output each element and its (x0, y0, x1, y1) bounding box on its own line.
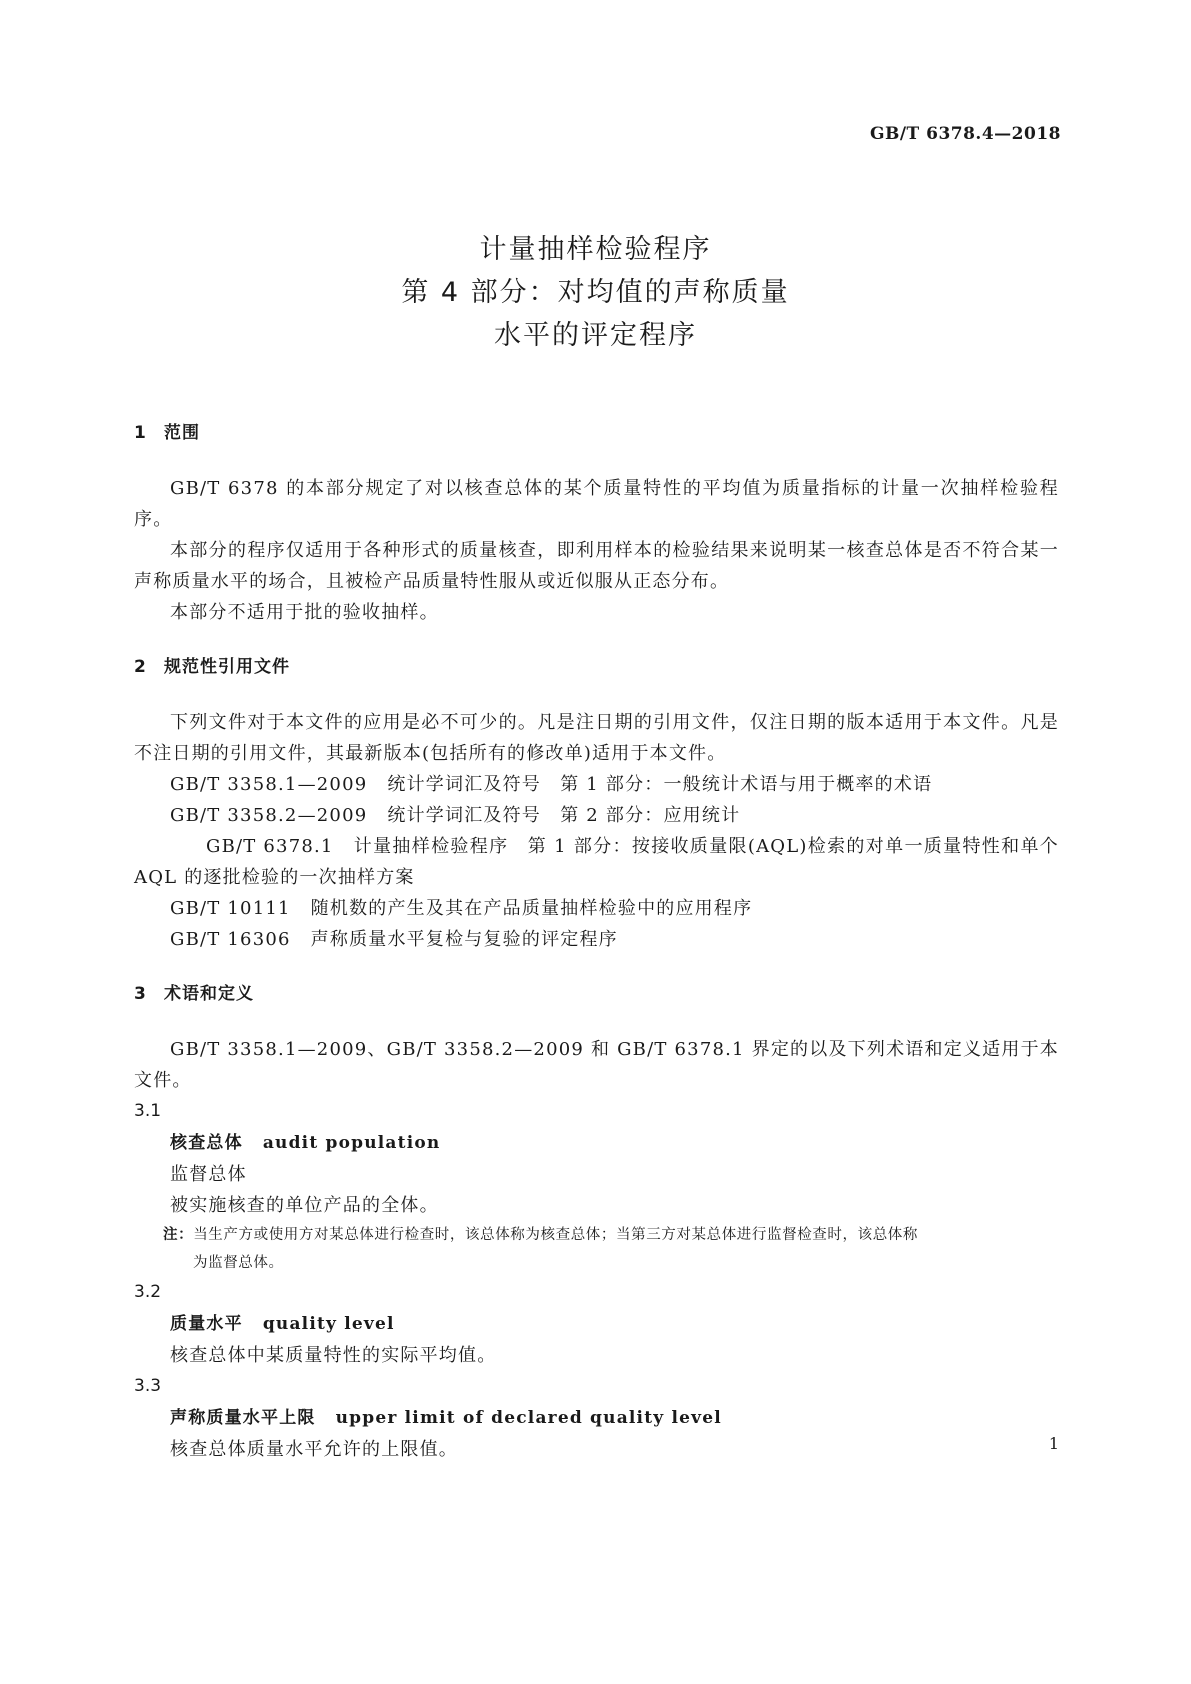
reference-code: GB/T 6378.1 (206, 836, 334, 857)
title-line-1: 计量抽样检验程序 (479, 234, 712, 265)
reference-item (134, 831, 1059, 893)
section-1-heading (134, 418, 1059, 449)
section-title: 范围 (164, 423, 200, 443)
document-title (0, 228, 1191, 357)
reference-title: 计量抽样检验程序 第 1 部分：按接收质量限(AQL)检索的对单一质量特性和单个 AQL 的逐批检验的一次抽样方案 (134, 836, 1059, 888)
term-heading (134, 1402, 1059, 1434)
term-number: 3.3 (134, 1376, 162, 1396)
reference-code: GB/T 3358.2—2009 (170, 805, 368, 826)
section-title: 规范性引用文件 (164, 657, 290, 677)
section-title: 术语和定义 (164, 984, 254, 1004)
term-definition: 核查总体中某质量特性的实际平均值。 (170, 1345, 497, 1366)
reference-code: GB/T 3358.1—2009 (170, 774, 368, 795)
reference-title: 随机数的产生及其在产品质量抽样检验中的应用程序 (310, 898, 753, 919)
reference-title: 声称质量水平复检与复验的评定程序 (310, 929, 618, 950)
note-text-continued: 为监督总体。 (193, 1255, 284, 1271)
reference-code: GB/T 10111 (170, 898, 291, 919)
reference-title: 统计学词汇及符号 第 1 部分：一般统计术语与用于概率的术语 (387, 774, 933, 795)
note-label: 注： (163, 1227, 194, 1243)
standard-code: GB/T 6378.4—2018 (869, 124, 1061, 144)
reference-item (134, 893, 1059, 924)
document-body (134, 418, 1059, 1465)
term-name: 核查总体 (170, 1133, 243, 1153)
reference-code: GB/T 16306 (170, 929, 291, 950)
reference-item (134, 924, 1059, 955)
term-number: 3.2 (134, 1282, 162, 1302)
term-synonym: 监督总体 (170, 1164, 247, 1185)
term-name: 声称质量水平上限 (170, 1408, 316, 1428)
term-heading (134, 1127, 1059, 1159)
term-english: audit population (262, 1133, 441, 1153)
paragraph: GB/T 6378 的本部分规定了对以核查总体的某个质量特性的平均值为质量指标的计量一次抽样检验程序。 (134, 478, 1059, 530)
title-line-3: 水平的评定程序 (494, 320, 697, 351)
term-definition: 核查总体质量水平允许的上限值。 (170, 1439, 458, 1460)
section-number: 1 (134, 423, 147, 443)
section-number: 2 (134, 657, 147, 677)
page-number: 1 (1048, 1434, 1059, 1453)
term-english: quality level (262, 1314, 395, 1334)
term-name: 质量水平 (170, 1314, 243, 1334)
term-note (134, 1221, 1059, 1249)
paragraph: 本部分的程序仅适用于各种形式的质量核查，即利用样本的检验结果来说明某一核查总体是否不符合某一声称质量水平的场合，且被检产品质量特性服从或近似服从正态分布。 (134, 540, 1059, 592)
reference-item (134, 769, 1059, 800)
paragraph: GB/T 3358.1—2009、GB/T 3358.2—2009 和 GB/T 6378.1 界定的以及下列术语和定义适用于本文件。 (134, 1039, 1059, 1091)
paragraph: 下列文件对于本文件的应用是必不可少的。凡是注日期的引用文件，仅注日期的版本适用于本文件。凡是不注日期的引用文件，其最新版本(包括所有的修改单)适用于本文件。 (134, 712, 1059, 764)
reference-title: 统计学词汇及符号 第 2 部分：应用统计 (387, 805, 741, 826)
section-number: 3 (134, 984, 147, 1004)
term-definition: 被实施核查的单位产品的全体。 (170, 1195, 439, 1216)
section-2-heading (134, 652, 1059, 683)
title-line-2: 第 4 部分：对均值的声称质量 (401, 277, 790, 308)
term-heading (134, 1308, 1059, 1340)
term-number: 3.1 (134, 1101, 162, 1121)
term-english: upper limit of declared quality level (335, 1408, 722, 1428)
reference-item (134, 800, 1059, 831)
note-text: 当生产方或使用方对某总体进行检查时，该总体称为核查总体；当第三方对某总体进行监督检查时，该总体称 (193, 1227, 918, 1243)
section-3-heading (134, 979, 1059, 1010)
paragraph: 本部分不适用于批的验收抽样。 (170, 602, 439, 623)
